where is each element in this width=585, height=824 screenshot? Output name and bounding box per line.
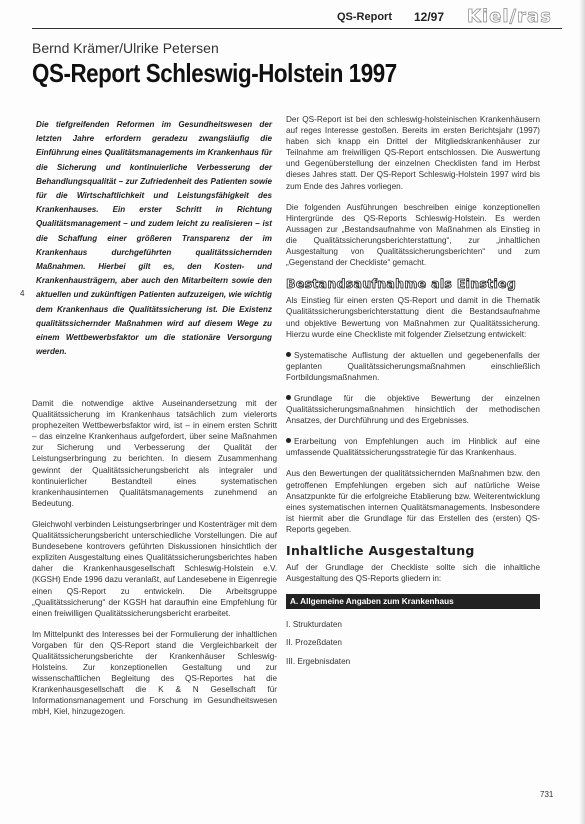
list-item: II. Prozeßdaten (286, 638, 342, 648)
body-paragraph: Als Einstieg für einen ersten QS-Report und damit in die Thematik Qualitätssicherungsberichterstattung dient die Bestandsaufnahme und objektive Bewertung von Maßnahmen zur Qualitätssicherung. Hierzu wurde eine Checkliste mit folgender Zielsetzung entwickelt: (286, 296, 540, 339)
running-head-title: QS-Report (337, 11, 392, 23)
list-item: I. Strukturdaten (286, 620, 342, 630)
bullet-icon (286, 395, 291, 400)
bullet-item (286, 436, 540, 458)
article-authors: Bernd Krämer/Ulrike Petersen (32, 40, 219, 56)
article-headline: QS-Report Schleswig-Holstein 1997 (32, 58, 397, 88)
body-paragraph: Der QS-Report ist bei den schleswig-holsteinischen Krankenhäusern auf reges Interesse gestoßen. Bereits im ersten Berichtsjahr (1997) haben sich knapp ein Drittel der Mitgliedskrankenhäuser zur Teilnahme am freiwilligen QS-Report entschlossen. Die Auswertung und Gegenüberstellung der einzelnen Checklisten fand im Herbst dieses Jahres statt. Der QS-Report Schleswig-Holstein 1997 wird bis zum Ende des Jahres vorliegen. (286, 115, 540, 191)
body-paragraph: Im Mittelpunkt des Interesses bei der Formulierung der inhaltlichen Vorgaben für den QS-Report stand die Vergleichbarkeit der Qualitätssicherungsberichte der Krankenhäuser Schleswig-Holsteins. Zur konzeptionellen Gestaltung und zur wissenschaftlichen Begleitung des QS-Reportes hat die Krankenhausgesellschaft die K & N Gesellschaft für Informationsmanagement und Forschung im Gesundheitswesen mbH, Kiel, hinzugezogen. (32, 629, 277, 717)
section-heading: Inhaltliche Ausgestaltung (286, 543, 475, 558)
left-column-body (32, 398, 277, 728)
right-column (286, 114, 540, 674)
scan-edge-shadow (579, 0, 585, 824)
bullet-item (286, 393, 540, 426)
bullet-text: Grundlage für die objektive Bewertung der einzelnen Qualitätssicherungsmaßnahmen hinsichtlich der methodischen Ansatzes, der Durchführung und des Ergebnisses. (286, 393, 540, 426)
margin-mark: 4 (20, 289, 25, 298)
running-head-issue: 12/97 (414, 10, 445, 24)
bullet-text: Erarbeitung von Empfehlungen auch im Hinblick auf eine umfassende Qualitätssicherungsstrategie für das Krankenhaus. (286, 437, 540, 458)
journal-logo: Kiel/ras (467, 6, 552, 27)
body-paragraph: Damit die notwendige aktive Auseinandersetzung mit der Qualitätssicherung im Krankenhaus tatsächlich zum vielerorts prophezeiten Wettbewerbsfaktor wird, ist – in einem ersten Schritt – das einzelne Krankenhaus aufgefordert, über seine Maßnahmen zur Sicherung und Verbesserung der Qualität der Leistungserbringung zu berichten. In diesem Zusammenhang gewinnt der Qualitätssicherungsbericht als integraler und kontinuierlicher Bestandteil eines systematischen krankenhausinternen Qualitätsmanagements zunehmend an Bedeutung. (32, 399, 277, 508)
bullet-item (286, 350, 540, 383)
article-lead: Die tiefgreifenden Reformen im Gesundheitswesen der letzten Jahre erfordern geradezu zwangsläufig die Einführung eines Qualitätsmanagements im Krankenhaus für die Sicherung und kontinuierliche Verbesserung der Behandlungsqualität – zur Zufriedenheit des Patienten sowie für die Wirtschaftlichkeit und Leistungsfähigkeit des Krankenhauses. Ein erster Schritt in Richtung Qualitätsmanagement – und zudem leicht zu realisieren – ist die Schaffung einer größeren Transparenz der im Krankenhaus durchgeführten qualitätssichernden Maßnahmen. Hierbei gilt es, den Kosten- und Krankenhausträgern, aber auch den Mitarbeitern sowie den aktuellen und zukünftigen Patienten aufzuzeigen, wie wichtig dem Krankenhaus die Qualitätssicherung ist. Die Existenz qualitätssichernder Maßnahmen wird auf diesem Wege zu einem Wettbewerbsfaktor um die stationäre Versorgung werden. (36, 120, 272, 357)
list-item: III. Ergebnisdaten (286, 656, 351, 666)
outline-list (286, 619, 540, 666)
body-paragraph: Aus den Bewertungen der qualitätssichernden Maßnahmen bzw. den getroffenen Empfehlungen ergeben sich auf natürliche Weise Ansatzpunkte für die erfolgreiche Etablierung bzw. Weiterentwicklung eines systematischen internen Qualitätsmanagements. Insbesondere ist hiermit aber die Grundlage für das Erstellen des (ersten) QS-Reports gegeben. (286, 469, 540, 534)
section-bar: A. Allgemeine Angaben zum Krankenhaus (286, 594, 540, 609)
bullet-icon (286, 438, 291, 443)
body-paragraph: Die folgenden Ausführungen beschreiben einige konzeptionellen Hintergründe des QS-Reports Schleswig-Holstein. Es werden Aussagen zur „Bestandsaufnahme von Maßnahmen als Einstieg in die Qualitätssicherungsberichterstattung“, zur „inhaltlichen Ausgestaltung von Qualitätssicherungsberichten“ und zum „Gegenstand der Checkliste“ gemacht. (286, 202, 540, 268)
section-heading: Bestandsaufnahme als Einstieg (286, 276, 517, 292)
body-paragraph: Auf der Grundlage der Checkliste sollte sich die inhaltliche Ausgestaltung des QS-Reports gliedern in: (286, 563, 540, 584)
bullet-text: Systematische Auflistung der aktuellen und gegebenenfalls der geplanten Qualitätssicherungsmaßnahmen einschließlich Fortbildungsmaßnahmen. (286, 350, 540, 382)
page-number: 731 (540, 790, 554, 799)
running-head (32, 6, 562, 29)
bullet-icon (286, 352, 291, 357)
body-paragraph: Gleichwohl verbinden Leistungserbringer und Kostenträger mit dem Qualitätssicherungsbericht unterschiedliche Vorstellungen. Die auf Bundesebene kontrovers geführten Diskussionen hinsichtlich der expliziten Ausgestaltung eines Qualitätssicherungsberichtes haben daher die Krankenhausgesellschaft Schleswig-Holstein e.V. (KGSH) Ende 1996 dazu veranlaßt, auf Landesebene in Eigenregie einen QS-Report zu entwickeln. Die Arbeitsgruppe „Qualitätssicherung“ der KGSH hat daraufhin eine Empfehlung für einen freiwilligen Qualitätssicherungsbericht erarbeitet. (32, 519, 277, 618)
